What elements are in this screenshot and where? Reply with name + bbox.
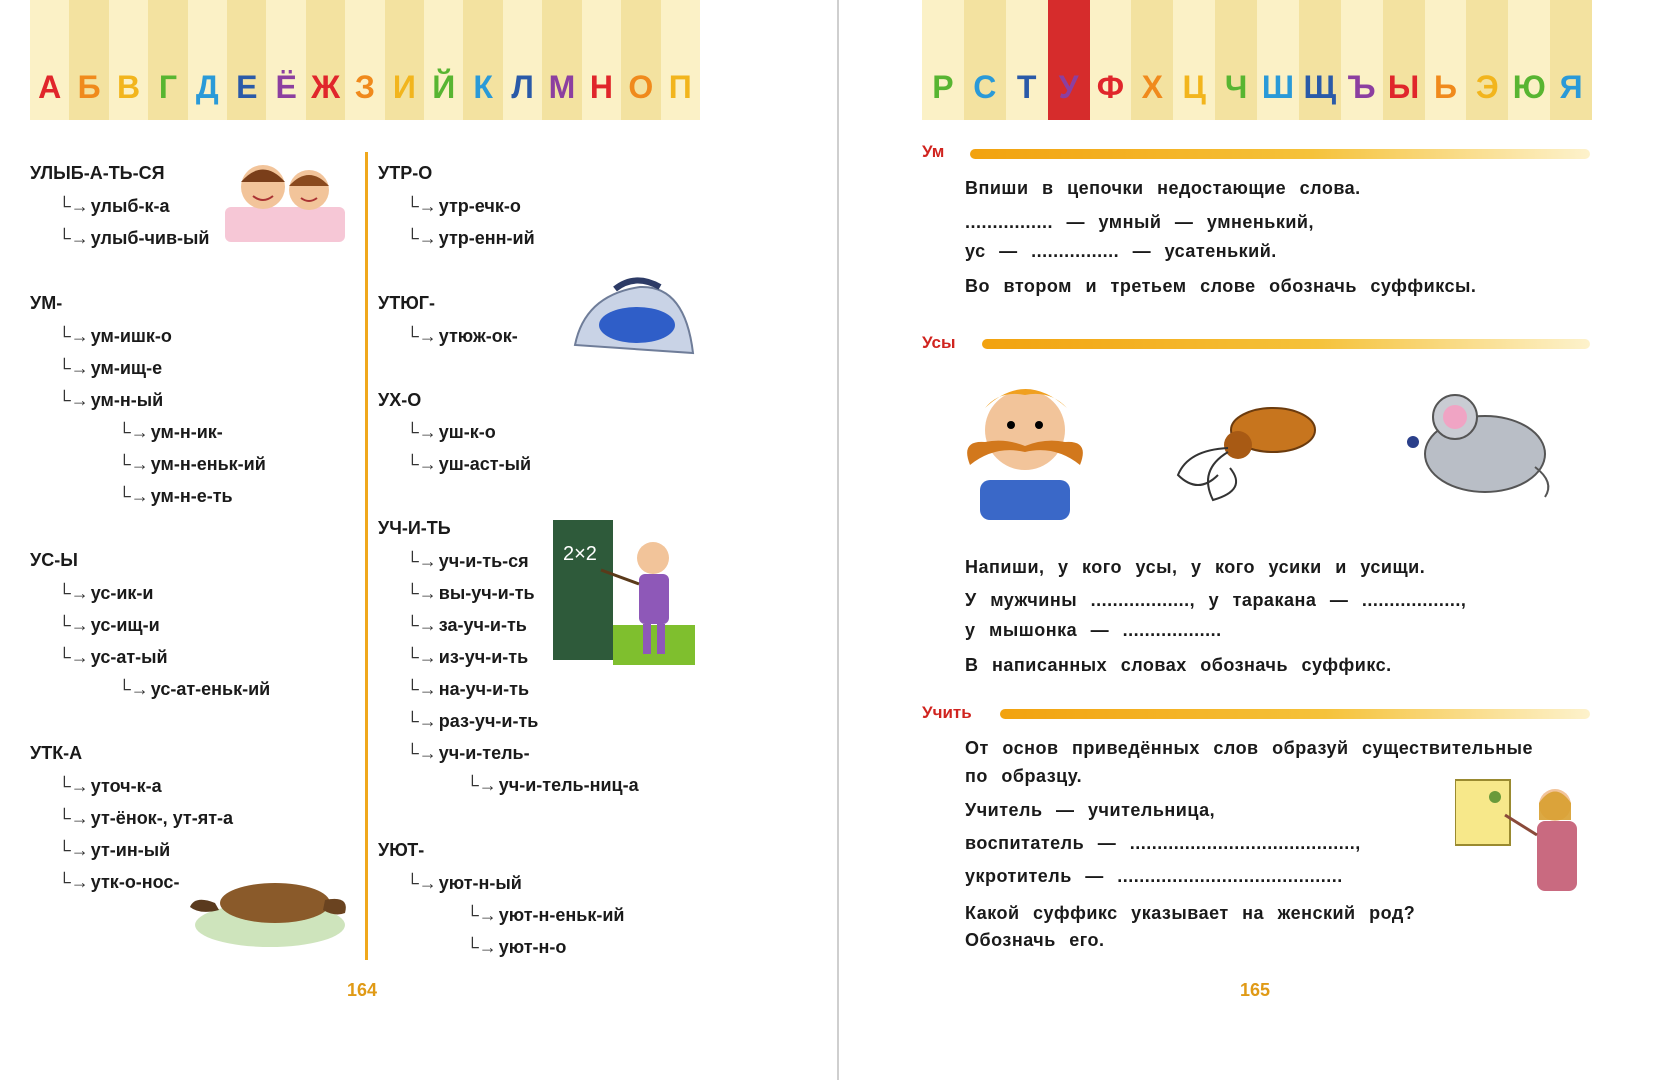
alphabet-letter: С [973, 69, 997, 105]
alphabet-letter-cell [542, 0, 581, 120]
alphabet-letter-cell [188, 0, 227, 120]
alphabet-letter-cell [1508, 0, 1550, 120]
alphabet-letter-cell [30, 0, 69, 120]
derived-word: └→ утр-енн-ий [406, 228, 535, 248]
alphabet-letter-cell [227, 0, 266, 120]
alphabet-letter: А [38, 69, 62, 105]
alphabet-letter: В [116, 69, 141, 105]
alphabet-letter: Ъ [1347, 69, 1376, 105]
alphabet-letter: О [628, 69, 654, 105]
root-word: УТК-А [30, 743, 83, 763]
alphabet-letter: Ч [1224, 69, 1248, 105]
root-word: УТЮГ- [378, 293, 435, 313]
derived-word: └→ ум-ишк-о [58, 326, 172, 346]
alphabet-letter: Я [1559, 69, 1583, 105]
exercise-line: ................ — умный — умненький, [965, 212, 1314, 232]
alphabet-letter-cell [109, 0, 148, 120]
exercise-line: ус — ................ — усатенький. [965, 241, 1277, 261]
section-title-uchit: Учить [922, 703, 972, 722]
alphabet-letter: Щ [1303, 69, 1337, 105]
teacher-woman-illustration [1455, 775, 1595, 895]
alphabet-letter: Ы [1387, 69, 1420, 105]
root-word: УЮТ- [378, 840, 425, 860]
alphabet-letter-cell [582, 0, 621, 120]
mustached-man-illustration [955, 370, 1095, 520]
derived-word: └→ уш-к-о [406, 422, 496, 442]
derived-word: └→ ус-ат-еньк-ий [118, 679, 271, 699]
exercise-line: воспитатель — ........................................., [965, 833, 1361, 853]
derived-word: └→ уч-и-ть-ся [406, 551, 529, 571]
alphabet-letter-cell [922, 0, 964, 120]
derived-word: └→ уют-н-еньк-ий [466, 905, 625, 925]
alphabet-letter: Ф [1096, 69, 1125, 105]
exercise-line: Обозначь его. [965, 930, 1105, 950]
column-divider [365, 152, 368, 960]
alphabet-letter: Д [195, 69, 219, 105]
exercise-line: по образцу. [965, 766, 1083, 786]
alphabet-letter: Ц [1182, 69, 1206, 105]
derived-word: └→ за-уч-и-ть [406, 615, 527, 635]
alphabet-letter-cell [385, 0, 424, 120]
root-word: УЛЫБ-А-ТЬ-СЯ [30, 163, 165, 183]
alphabet-letter-cell [424, 0, 463, 120]
derived-word: └→ уточ-к-а [58, 776, 162, 796]
alphabet-letter: И [392, 69, 416, 105]
alphabet-letter: П [668, 69, 692, 105]
derived-word: └→ ут-ин-ый [58, 840, 171, 860]
platypus-illustration [185, 855, 350, 955]
alphabet-letter: Г [158, 69, 177, 105]
alphabet-letter-cell [1341, 0, 1383, 120]
alphabet-letter: К [473, 69, 493, 105]
alphabet-letter: Е [236, 69, 258, 105]
alphabet-letter-cell [345, 0, 384, 120]
derived-word: └→ ум-ищ-е [58, 358, 163, 378]
alphabet-letter-cell [69, 0, 108, 120]
alphabet-letter-cell [463, 0, 502, 120]
alphabet-letter: Л [511, 69, 534, 105]
derived-word: └→ ум-н-ик- [118, 422, 223, 442]
book-spine [837, 0, 839, 1080]
section-bar [982, 339, 1590, 349]
alphabet-letter-cell [1006, 0, 1048, 120]
exercise-line: у мышонка — .................. [965, 620, 1222, 640]
alphabet-letter-cell [661, 0, 700, 120]
alphabet-letter-cell [266, 0, 305, 120]
exercise-line: Впиши в цепочки недостающие слова. [965, 178, 1361, 198]
exercise-line: укротитель — ......................................... [965, 866, 1343, 886]
alphabet-letter: М [548, 69, 576, 105]
alphabet-letter-cell [964, 0, 1006, 120]
derived-word: └→ ус-ик-и [58, 583, 154, 603]
derived-word: └→ уч-и-тель-ниц-а [466, 775, 639, 795]
derived-word: └→ уш-аст-ый [406, 454, 532, 474]
derived-word: └→ ум-н-ый [58, 390, 164, 410]
derived-word: └→ ут-ёнок-, ут-ят-а [58, 808, 234, 828]
alphabet-letter: Ь [1433, 69, 1457, 105]
derived-word: └→ ус-ат-ый [58, 647, 168, 667]
alphabet-letter-cell [1466, 0, 1508, 120]
alphabet-strip-right [922, 0, 1592, 120]
derived-word: └→ утр-ечк-о [406, 196, 521, 216]
alphabet-letter: Ё [275, 69, 297, 105]
alphabet-letter-cell [621, 0, 660, 120]
cockroach-illustration [1158, 390, 1338, 505]
exercise-line: Учитель — учительница, [965, 800, 1216, 820]
svg-text:2×2: 2×2 [563, 543, 597, 565]
alphabet-letter-cell [1131, 0, 1173, 120]
root-word: УС-Ы [30, 550, 78, 570]
derived-word: └→ ум-н-е-ть [118, 486, 233, 506]
alphabet-letter-cell [148, 0, 187, 120]
exercise-line: У мужчины .................., у таракана — .................., [965, 590, 1467, 610]
derived-word: └→ улыб-чив-ый [58, 228, 210, 248]
alphabet-letter-cell [503, 0, 542, 120]
alphabet-letter-cell [1215, 0, 1257, 120]
page-number-left: 164 [347, 980, 378, 1000]
alphabet-letter: Р [932, 69, 954, 105]
alphabet-letter-cell [1425, 0, 1467, 120]
iron-illustration [565, 275, 695, 360]
root-word: УХ-О [378, 390, 422, 410]
teacher-at-board-illustration [553, 520, 695, 665]
exercise-line: От основ приведённых слов образуй существительные [965, 738, 1534, 758]
derived-word: └→ утк-о-нос- [58, 872, 180, 892]
section-title-usy: Усы [922, 333, 956, 352]
alphabet-letter: З [354, 69, 375, 105]
alphabet-letter: Х [1141, 69, 1163, 105]
derived-word: └→ уч-и-тель- [406, 743, 530, 763]
alphabet-letter: Ю [1512, 69, 1546, 105]
root-word: УЧ-И-ТЬ [378, 518, 451, 538]
alphabet-letter-cell [306, 0, 345, 120]
section-bar [970, 149, 1590, 159]
alphabet-letter-cell [1383, 0, 1425, 120]
derived-word: └→ ус-ищ-и [58, 615, 160, 635]
smiling-kids-illustration [225, 152, 345, 242]
root-word: УТР-О [378, 163, 433, 183]
alphabet-letter: Й [432, 69, 456, 105]
derived-word: └→ раз-уч-и-ть [406, 711, 539, 731]
alphabet-letter: Т [1016, 69, 1037, 105]
section-title-um: Ум [922, 142, 945, 161]
exercise-line: Напиши, у кого усы, у кого усики и усищи. [965, 557, 1426, 577]
alphabet-letter-cell [1299, 0, 1341, 120]
alphabet-letter-cell [1090, 0, 1132, 120]
derived-word: └→ из-уч-и-ть [406, 647, 529, 667]
mouse-illustration [1385, 392, 1560, 507]
alphabet-strip-left [30, 0, 700, 120]
page-number-right: 165 [1240, 980, 1271, 1000]
exercise-line: Какой суффикс указывает на женский род? [965, 903, 1416, 923]
alphabet-letter: Ж [311, 69, 340, 105]
alphabet-letter-cell [1048, 0, 1090, 120]
section-bar [1000, 709, 1590, 719]
alphabet-letter: У [1058, 69, 1079, 105]
alphabet-letter-cell [1550, 0, 1592, 120]
derived-word: └→ уют-н-ый [406, 873, 522, 893]
derived-word: └→ утюж-ок- [406, 326, 518, 346]
alphabet-letter-cell [1257, 0, 1299, 120]
alphabet-letter: Э [1475, 69, 1499, 105]
alphabet-letter: Б [77, 69, 101, 105]
alphabet-letter: Н [589, 69, 613, 105]
derived-word: └→ ум-н-еньк-ий [118, 454, 266, 474]
exercise-line: В написанных словах обозначь суффикс. [965, 655, 1392, 675]
alphabet-letter: Ш [1261, 69, 1295, 105]
exercise-line: Во втором и третьем слове обозначь суффиксы. [965, 276, 1477, 296]
derived-word: └→ на-уч-и-ть [406, 679, 530, 699]
derived-word: └→ вы-уч-и-ть [406, 583, 535, 603]
derived-word: └→ уют-н-о [466, 937, 567, 957]
alphabet-letter-cell [1173, 0, 1215, 120]
root-word: УМ- [30, 293, 63, 313]
derived-word: └→ улыб-к-а [58, 196, 170, 216]
